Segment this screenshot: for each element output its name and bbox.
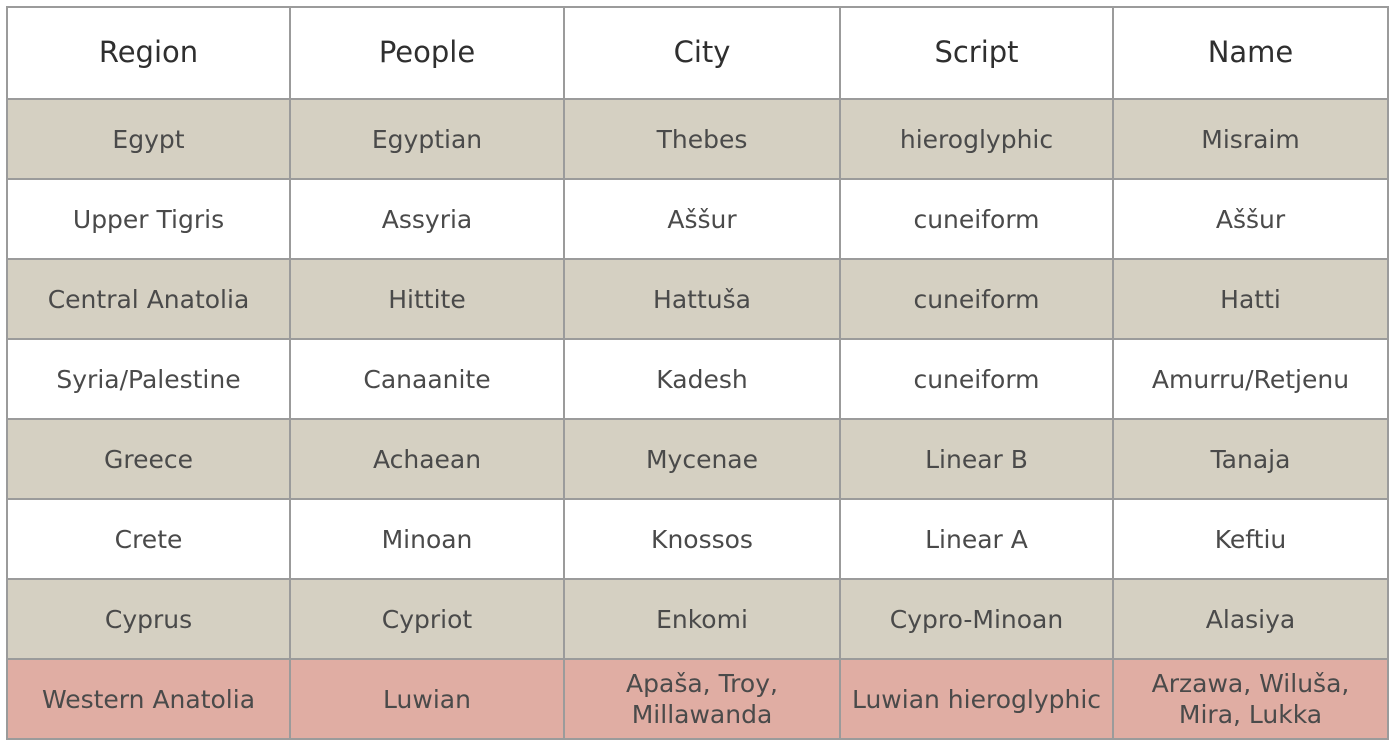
table-row (7, 499, 1388, 579)
cell-region: Cyprus (7, 579, 290, 659)
cell-city: Hattuša (564, 259, 840, 339)
cell-script: Linear B (840, 419, 1113, 499)
column-header-people: People (290, 7, 564, 99)
ancient-regions-table (6, 6, 1389, 740)
column-header-city: City (564, 7, 840, 99)
cell-script: Linear A (840, 499, 1113, 579)
cell-region: Central Anatolia (7, 259, 290, 339)
column-header-script: Script (840, 7, 1113, 99)
cell-region: Crete (7, 499, 290, 579)
column-header-region: Region (7, 7, 290, 99)
cell-region: Greece (7, 419, 290, 499)
cell-script: hieroglyphic (840, 99, 1113, 179)
cell-name: Arzawa, Wiluša, Mira, Lukka (1113, 659, 1388, 739)
column-header-name: Name (1113, 7, 1388, 99)
cell-name: Aššur (1113, 179, 1388, 259)
cell-people: Canaanite (290, 339, 564, 419)
cell-city: Kadesh (564, 339, 840, 419)
cell-people: Cypriot (290, 579, 564, 659)
cell-people: Luwian (290, 659, 564, 739)
cell-city: Mycenae (564, 419, 840, 499)
cell-people: Hittite (290, 259, 564, 339)
cell-region: Western Anatolia (7, 659, 290, 739)
table-row (7, 339, 1388, 419)
cell-city: Knossos (564, 499, 840, 579)
cell-city: Apaša, Troy, Millawanda (564, 659, 840, 739)
cell-name: Tanaja (1113, 419, 1388, 499)
cell-people: Assyria (290, 179, 564, 259)
cell-name: Amurru/Retjenu (1113, 339, 1388, 419)
cell-script: Luwian hieroglyphic (840, 659, 1113, 739)
cell-city: Aššur (564, 179, 840, 259)
cell-script: cuneiform (840, 179, 1113, 259)
cell-city: Enkomi (564, 579, 840, 659)
table-header-row (7, 7, 1388, 99)
table-body (7, 99, 1388, 739)
table-row (7, 259, 1388, 339)
table-row-highlighted (7, 659, 1388, 739)
table-header (7, 7, 1388, 99)
cell-script: cuneiform (840, 339, 1113, 419)
cell-people: Minoan (290, 499, 564, 579)
table-row (7, 419, 1388, 499)
table-row (7, 579, 1388, 659)
cell-people: Egyptian (290, 99, 564, 179)
cell-name: Keftiu (1113, 499, 1388, 579)
cell-region: Upper Tigris (7, 179, 290, 259)
table-row (7, 99, 1388, 179)
cell-script: cuneiform (840, 259, 1113, 339)
table-row (7, 179, 1388, 259)
cell-region: Egypt (7, 99, 290, 179)
cell-region: Syria/Palestine (7, 339, 290, 419)
cell-name: Misraim (1113, 99, 1388, 179)
cell-city: Thebes (564, 99, 840, 179)
cell-script: Cypro-Minoan (840, 579, 1113, 659)
cell-people: Achaean (290, 419, 564, 499)
cell-name: Hatti (1113, 259, 1388, 339)
cell-name: Alasiya (1113, 579, 1388, 659)
